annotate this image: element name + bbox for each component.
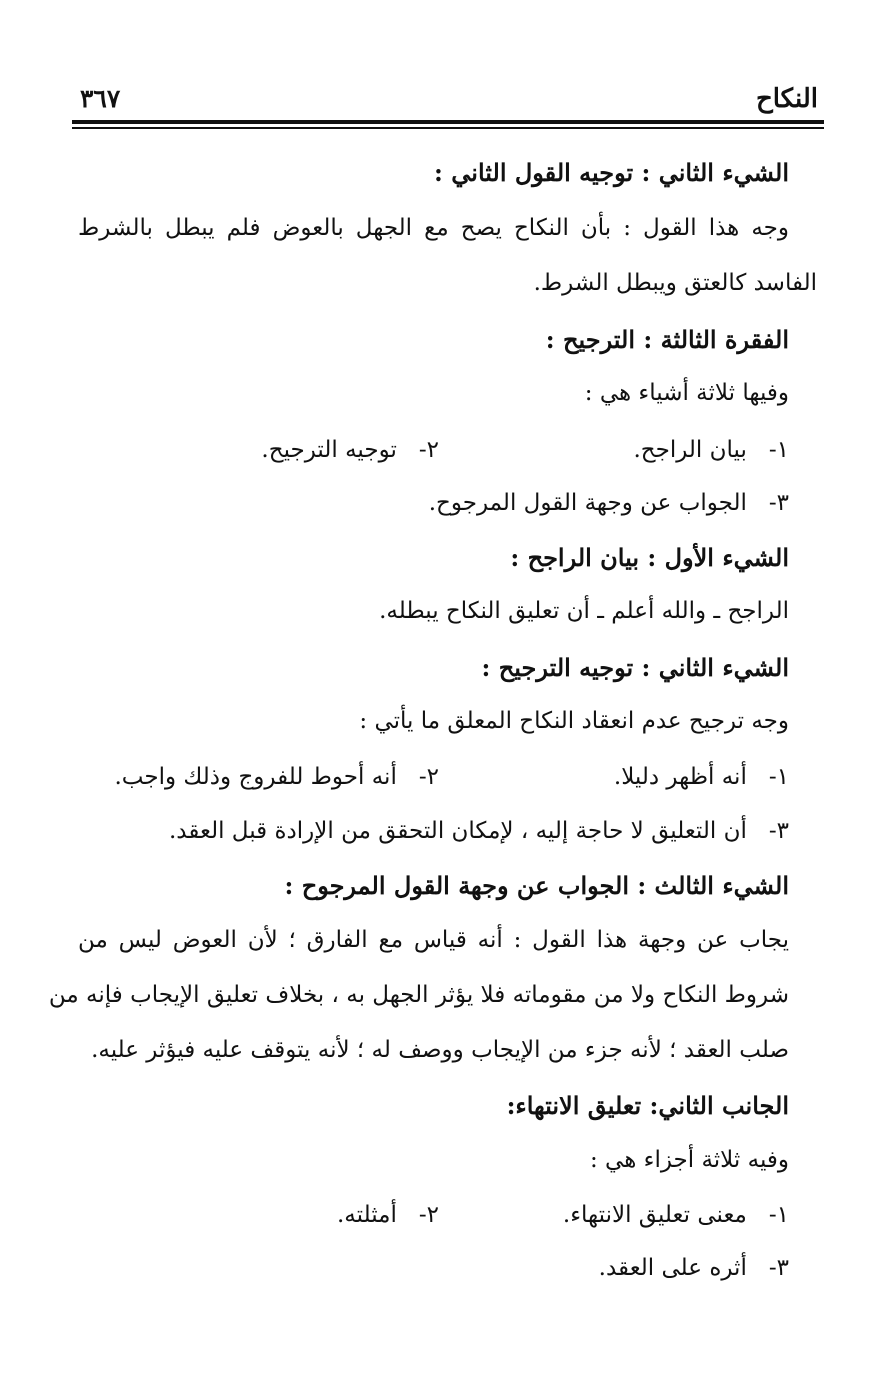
list-item [633, 437, 789, 463]
paragraph-line: وفيها ثلاثة أشياء هي : [584, 380, 789, 406]
paragraph-line: يجاب عن وجهة هذا القول : أنه قياس مع الفارق ؛ لأن العوض ليس من [78, 927, 789, 953]
page-header [72, 80, 824, 120]
list-text: أنه أظهر دليلا. [613, 764, 747, 790]
paragraph-line: صلب العقد ؛ لأنه جزء من الإيجاب ووصف له ؛ لأنه يتوقف عليه فيؤثر عليه. [91, 1037, 789, 1063]
list-number: ١- [768, 1202, 789, 1228]
list-item [337, 1202, 439, 1228]
list-number: ٢- [418, 764, 439, 790]
list-text: أن التعليق لا حاجة إليه ، لإمكان التحقق من الإرادة قبل العقد. [168, 818, 747, 844]
list-number: ٢- [418, 1202, 439, 1228]
chapter-title: النكاح [755, 84, 818, 114]
paragraph-line: وفيه ثلاثة أجزاء هي : [589, 1147, 789, 1173]
header-rule-thick [72, 120, 824, 124]
list-number: ٣- [768, 490, 789, 516]
heading-second-thing: الشيء الثاني : توجيه القول الثاني : [434, 158, 789, 187]
list-text: بيان الراجح. [633, 437, 747, 463]
list-item [261, 437, 439, 463]
list-item [429, 490, 789, 516]
list-number: ٣- [768, 1255, 789, 1281]
paragraph-line: وجه هذا القول : بأن النكاح يصح مع الجهل بالعوض فلم يبطل بالشرط [78, 215, 789, 241]
heading-third-section: الفقرة الثالثة : الترجيح : [545, 325, 789, 354]
page-number: ٣٦٧ [80, 84, 121, 113]
list-number: ١- [768, 764, 789, 790]
heading-second-thing: الشيء الثاني : توجيه الترجيح : [481, 653, 789, 682]
list-text: أثره على العقد. [598, 1255, 747, 1281]
heading-third-thing: الشيء الثالث : الجواب عن وجهة القول المرجوح : [284, 871, 789, 900]
paragraph-line: الفاسد كالعتق ويبطل الشرط. [533, 270, 817, 296]
list-text: معنى تعليق الانتهاء. [562, 1202, 747, 1228]
list-text: أنه أحوط للفروج وذلك واجب. [114, 764, 397, 790]
header-rule-thin [72, 127, 824, 129]
list-text: الجواب عن وجهة القول المرجوح. [428, 490, 747, 516]
list-text: توجيه الترجيح. [261, 437, 397, 463]
paragraph-line: وجه ترجيح عدم انعقاد النكاح المعلق ما يأتي : [359, 708, 789, 734]
list-number: ٢- [418, 437, 439, 463]
list-item [563, 1202, 789, 1228]
heading-first-thing: الشيء الأول : بيان الراجح : [510, 543, 789, 572]
heading-second-aspect: الجانب الثاني: تعليق الانتهاء: [506, 1091, 789, 1120]
list-number: ٣- [768, 818, 789, 844]
paragraph-line: شروط النكاح ولا من مقوماته فلا يؤثر الجهل به ، بخلاف تعليق الإيجاب فإنه من [48, 982, 789, 1008]
list-item [169, 818, 789, 844]
list-number: ١- [768, 437, 789, 463]
list-item [114, 764, 439, 790]
list-item [599, 1255, 789, 1281]
list-text: أمثلته. [337, 1202, 397, 1228]
list-item [614, 764, 789, 790]
paragraph-line: الراجح ـ والله أعلم ـ أن تعليق النكاح يبطله. [379, 598, 789, 624]
